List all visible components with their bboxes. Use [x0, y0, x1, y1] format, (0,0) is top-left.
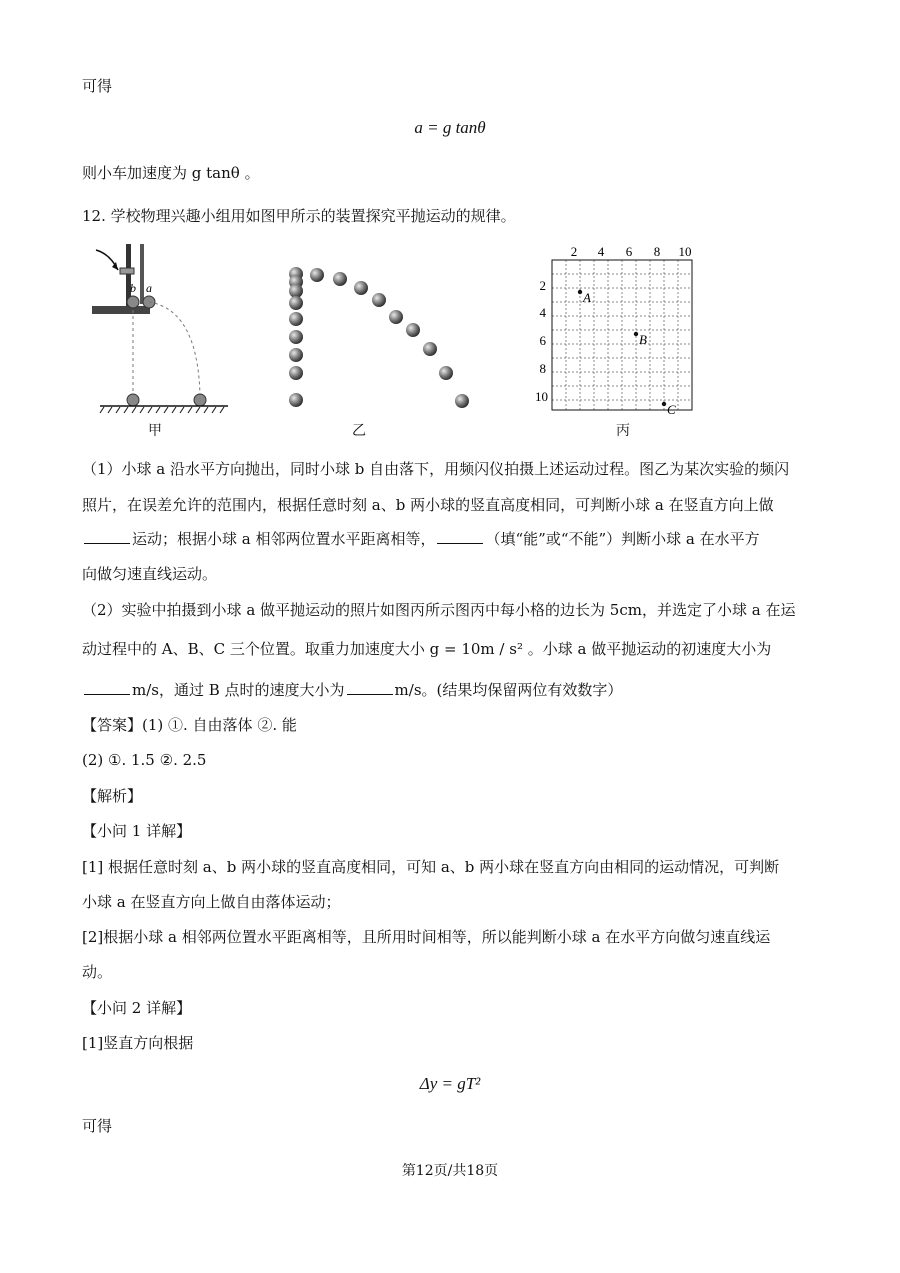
grid-point-label: A: [583, 290, 591, 305]
sub1-paragraph-2: 小球 a 在竖直方向上做自由落体运动；: [82, 893, 341, 911]
figure-jia: [88, 240, 228, 420]
sub1-paragraph-4: 动。: [82, 963, 113, 981]
label-a: a: [146, 281, 152, 295]
top-tick-labels: [571, 244, 692, 259]
q2-line-3b: m/s。(结果均保留两位有效数字）: [394, 681, 623, 699]
figure-yi: [280, 262, 480, 412]
ball-b: [127, 296, 139, 308]
grid-lines: [552, 260, 692, 410]
grid-point-label: B: [639, 332, 647, 347]
grid-point-B: [634, 332, 638, 336]
q2-line-3: [82, 680, 622, 700]
q2-line-3a: m/s，通过 B 点时的速度大小为: [132, 681, 345, 699]
q1-line-3: [82, 529, 760, 549]
ball-a-landed: [194, 394, 206, 406]
sub2-header: 【小问 2 详解】: [82, 999, 192, 1017]
answer-blank-3[interactable]: [84, 680, 130, 695]
top-tick: 10: [678, 244, 692, 259]
q1-line-4: 向做匀速直线运动。: [82, 565, 218, 583]
left-tick: 4: [539, 305, 546, 320]
grid-point-label: C: [667, 402, 676, 415]
q2-line-1: （2）实验中拍摄到小球 a 做平抛运动的照片如图丙所示图丙中每小格的边长为 5cm，并选定了小球 a 在运: [82, 601, 796, 619]
ground-hatch: [100, 407, 224, 413]
sub2-paragraph-1: [1]竖直方向根据: [82, 1034, 194, 1052]
text-kede-1: 可得: [82, 77, 113, 95]
left-tick: 10: [535, 389, 548, 404]
parabolic-path: [149, 302, 200, 396]
grid-point-C: [662, 402, 666, 406]
answer-blank-2[interactable]: [437, 529, 483, 544]
equation-delta-y: Δy = gT²: [419, 1074, 481, 1093]
ball-b-sequence: [289, 267, 303, 407]
left-tick: 2: [539, 278, 546, 293]
top-tick: 8: [653, 244, 661, 259]
question-12-title: 12. 学校物理兴趣小组用如图甲所示的装置探究平抛运动的规律。: [82, 207, 516, 225]
ball-b-landed: [127, 394, 139, 406]
caption-jia: 甲: [148, 423, 162, 439]
sub1-paragraph-1: [1] 根据任意时刻 a、b 两小球的竖直高度相同，可知 a、b 两小球在竖直方向由相同的运动情况，可判断: [82, 858, 780, 876]
top-tick: 4: [597, 244, 605, 259]
top-tick: 2: [570, 244, 578, 259]
q2-line-2: 动过程中的 A、B、C 三个位置。取重力加速度大小 g = 10m / s² 。小球 a 做平抛运动的初速度大小为: [82, 640, 772, 658]
sub1-paragraph-3: [2]根据小球 a 相邻两位置水平距离相等，且所用时间相等，所以能判断小球 a 在水平方向做匀速直线运: [82, 928, 771, 946]
q1-line-1: （1）小球 a 沿水平方向抛出，同时小球 b 自由落下，用频闪仪拍摄上述运动过程。图乙为某次实验的频闪: [82, 460, 790, 478]
base-plate: [92, 306, 150, 314]
figure-bing-grid: [528, 240, 703, 415]
page-footer: 第12页/共18页: [401, 1163, 499, 1179]
stand-pole-2: [140, 244, 144, 304]
grid-border: [552, 260, 692, 410]
left-tick: 6: [539, 333, 546, 348]
answer-blank-1[interactable]: [84, 529, 130, 544]
label-b: b: [130, 281, 136, 295]
left-tick: 8: [539, 361, 546, 376]
left-tick-labels: [535, 278, 548, 404]
equation-a-g-tan: a = g tanθ: [414, 118, 486, 137]
top-tick: 6: [625, 244, 633, 259]
answer-line-2: (2) ①. 1.5 ②. 2.5: [82, 751, 207, 769]
q1-line-2: 照片，在误差允许的范围内，根据任意时刻 a、b 两小球的竖直高度相同，可判断小球 a 在竖直方向上做: [82, 496, 774, 514]
caption-yi: 乙: [352, 423, 366, 439]
clip: [120, 268, 134, 274]
answer-blank-4[interactable]: [347, 680, 393, 695]
ball-a-sequence: [310, 268, 469, 408]
q1-line-3a: 运动；根据小球 a 相邻两位置水平距离相等，: [132, 530, 436, 548]
caption-bing: 丙: [616, 423, 630, 439]
grid-point-A: [578, 290, 582, 294]
analysis-header: 【解析】: [82, 787, 143, 805]
arrow-head: [112, 262, 118, 270]
answer-line-1: 【答案】(1) ①. 自由落体 ②. 能: [82, 716, 297, 734]
text-accel-sentence: 则小车加速度为 g tanθ 。: [82, 164, 260, 182]
text-kede-2: 可得: [82, 1117, 113, 1135]
sub1-header: 【小问 1 详解】: [82, 822, 192, 840]
q1-line-3b: （填“能”或“不能”）判断小球 a 在水平方: [485, 530, 760, 548]
grid-points: [578, 290, 676, 415]
